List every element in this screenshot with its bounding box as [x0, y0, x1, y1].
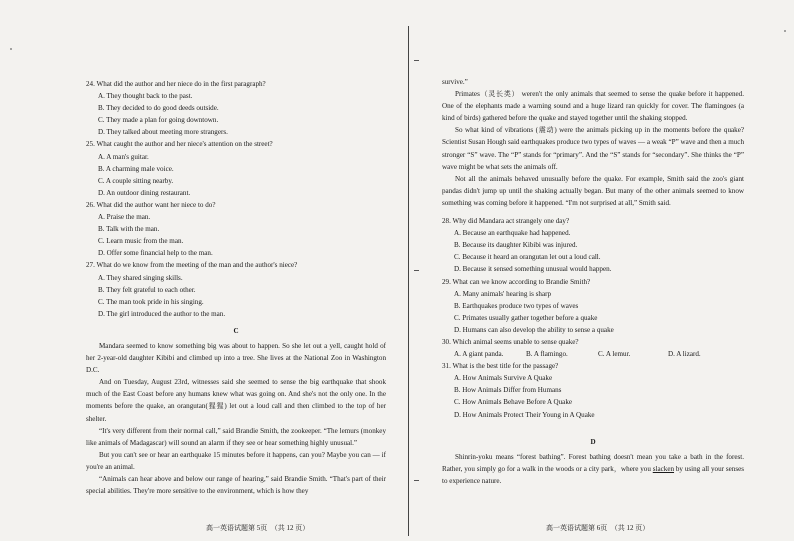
question-25	[86, 138, 386, 198]
question-stem: 28. Why did Mandara act strangely one day?	[442, 217, 570, 226]
option[interactable]: C. A lemur.	[598, 350, 631, 359]
option[interactable]: D. Because it sensed something unusual would happen.	[454, 265, 612, 274]
question-stem: 30. Which animal seems unable to sense quake?	[442, 337, 579, 346]
binding-mark	[414, 270, 419, 271]
question-24	[86, 78, 386, 138]
option[interactable]: C. The man took pride in his singing.	[98, 297, 204, 306]
option[interactable]: D. A lizard.	[668, 350, 701, 359]
passage-paragraph: Primates（灵长类） weren't the only animals that seemed to sense the quake before it happened. One of the elephants made a warning sound and a huge lizard ran quickly for cover. The flamingoes (a kind of birds) gathered before the quake and stayed together until the shaking stopped.	[442, 90, 744, 123]
passage-paragraph: “Animals can hear above and below our range of hearing,” said Brandie Smith. “That's part of their special abilities. They're more sensitive to the environment, which is how they	[86, 475, 386, 496]
section-d-title: D	[590, 437, 596, 446]
option[interactable]: A. They thought back to the past.	[98, 92, 193, 101]
question-30	[442, 336, 744, 360]
question-29	[442, 276, 744, 336]
question-31	[442, 360, 744, 420]
option[interactable]: B. They decided to do good deeds outside.	[98, 104, 219, 113]
question-stem: 29. What can we know according to Brandie Smith?	[442, 277, 591, 286]
scan-speck	[10, 48, 12, 50]
option[interactable]: A. Because an earthquake had happened.	[454, 229, 571, 238]
question-28	[442, 215, 744, 275]
option[interactable]: B. How Animals Differ from Humans	[454, 386, 562, 395]
option[interactable]: B. They felt grateful to each other.	[98, 285, 196, 294]
option[interactable]: C. Because it heard an orangutan let out a loud call.	[454, 253, 601, 262]
right-page	[442, 0, 744, 541]
passage-paragraph: Mandara seemed to know something big was about to happen. So she let out a yell, caught hold of her 2-year-old daughter Kibibi and climbed up into a tree. She lives at the National Zoo in Washington D.C.	[86, 341, 386, 375]
option[interactable]: B. Talk with the man.	[98, 225, 160, 234]
passage-continuation: survive.”	[442, 78, 468, 86]
passage-text: Shinrin-yoku means “forest bathing”. Forest bathing doesn't mean you take a bath in the forest. Rather, you simply go for a walk in the woods or a city park，where you	[442, 452, 744, 473]
passage-paragraph: So what kind of vibrations (震动) were the animals picking up in the moments before the quake? Scientist Susan Hough said earthquakes produce two types of waves — a weak “P” wave and then a much stronger “S” wave. The “P” stands for “primary”. And the “S” stands for “secondary”. She thinks the “P” wave might be what sets the animals off.	[442, 126, 744, 171]
scan-speck	[784, 30, 786, 32]
page-footer-right: 高一英语试题第 6页 （共 12 页）	[546, 524, 650, 532]
binding-mark	[414, 480, 419, 481]
option[interactable]: B. A flamingo.	[526, 350, 568, 359]
option[interactable]: B. Earthquakes produce two types of waves	[454, 301, 579, 310]
option[interactable]: D. An outdoor dining restaurant.	[98, 188, 191, 197]
question-26	[86, 199, 386, 259]
option[interactable]: D. Humans can also develop the ability to sense a quake	[454, 325, 614, 334]
page-divider	[408, 26, 409, 536]
passage-paragraph: But you can't see or hear an earthquake 15 minutes before it happens, can you? Maybe you can — if you're an animal.	[86, 450, 386, 471]
question-27	[86, 259, 386, 319]
question-stem: 25. What caught the author and her niece's attention on the street?	[86, 140, 273, 149]
passage-c	[86, 340, 386, 497]
option[interactable]: B. Because its daughter Kibibi was injured.	[454, 241, 578, 250]
page-footer-left: 高一英语试题第 5页 （共 12 页）	[206, 524, 310, 532]
binding-mark	[414, 60, 419, 61]
option[interactable]: A. Praise the man.	[98, 213, 151, 222]
option[interactable]: C. How Animals Behave Before A Quake	[454, 398, 573, 407]
option[interactable]: D. How Animals Protect Their Young in A Quake	[454, 410, 595, 419]
option[interactable]: D. Offer some financial help to the man.	[98, 249, 213, 258]
passage-paragraph	[442, 451, 744, 487]
section-c-title: C	[233, 326, 239, 335]
option[interactable]: D. The girl introduced the author to the man.	[98, 309, 226, 318]
option[interactable]: A. They shared singing skills.	[98, 273, 183, 282]
option-row	[454, 348, 744, 360]
option[interactable]: C. Primates usually gather together before a quake	[454, 313, 598, 322]
question-stem: 24. What did the author and her niece do in the first paragraph?	[86, 80, 266, 88]
question-stem: 27. What do we know from the meeting of the man and the author's niece?	[86, 261, 298, 270]
option[interactable]: D. They talked about meeting more strangers.	[98, 128, 228, 137]
passage-paragraph: “It's very different from their normal call,” said Brandie Smith, the zookeeper. “The lemurs (monkey like animals of Madagascar) will sound an alarm if they see or hear something highly unusual.”	[86, 426, 386, 447]
passage-paragraph: And on Tuesday, August 23rd, witnesses said she seemed to sense the big earthquake that shook much of the East Coast before any humans knew what was going on. And she's not the only one. In the moments before the quake, an orangutan(猩猩) let out a loud call and then climbed to the top of her shelter.	[86, 378, 386, 423]
passage-paragraph: Not all the animals behaved unusually before the quake. For example, Smith said the zoo's giant pandas didn't jump up until the shaking actually began. But many of the other animals seemed to know something was coming before it happened. “I'm not surprised at all,” Smith said.	[442, 174, 744, 207]
option[interactable]: A. Many animals' hearing is sharp	[454, 289, 552, 298]
question-stem: 31. What is the best title for the passage?	[442, 362, 559, 371]
option[interactable]: A. A giant panda.	[454, 350, 504, 359]
underlined-word: slacken	[652, 464, 675, 473]
passage-text: by using all your senses to experience nature.	[442, 464, 744, 485]
question-stem: 26. What did the author want her niece to do?	[86, 200, 216, 209]
option[interactable]: B. A charming male voice.	[98, 164, 174, 173]
left-page	[86, 0, 386, 541]
option[interactable]: C. Learn music from the man.	[98, 237, 184, 246]
option[interactable]: A. How Animals Survive A Quake	[454, 374, 553, 383]
option[interactable]: C. A couple sitting nearby.	[98, 176, 174, 185]
option[interactable]: A. A man's guitar.	[98, 152, 149, 161]
option[interactable]: C. They made a plan for going downtown.	[98, 116, 219, 125]
